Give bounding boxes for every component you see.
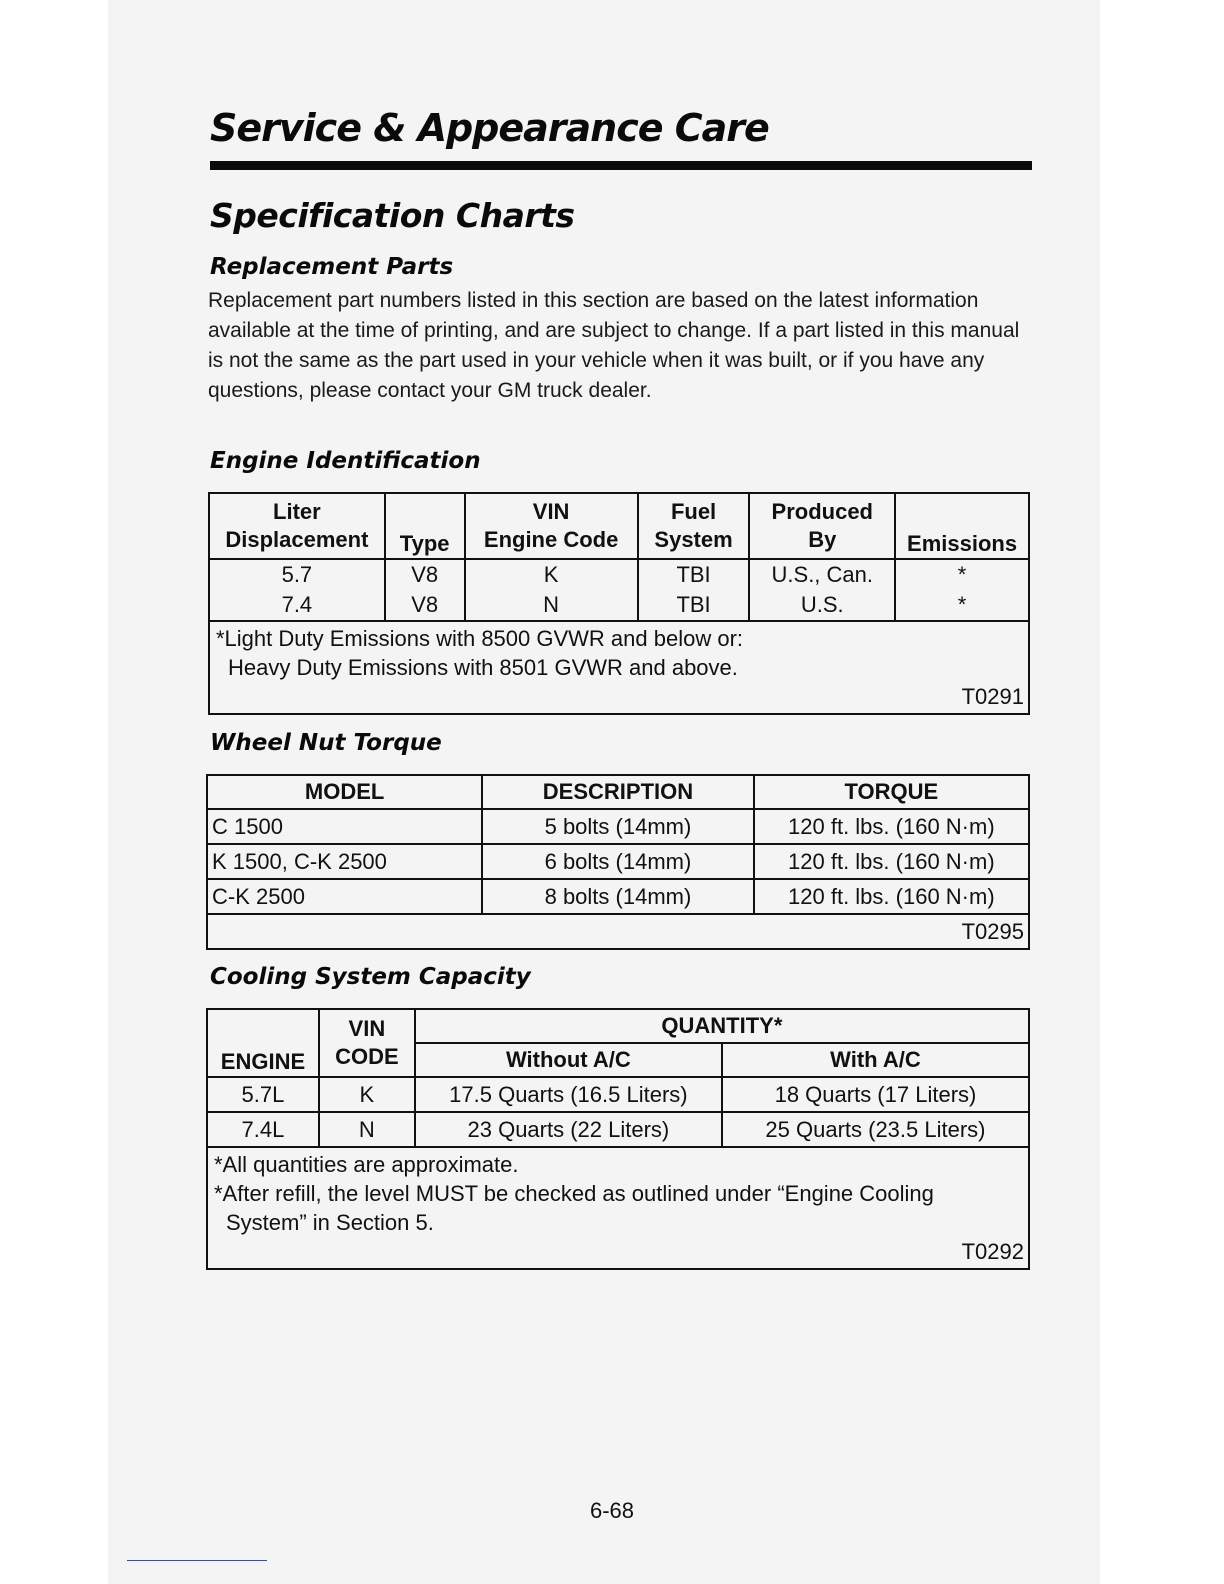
table-cell: V8 [385, 559, 465, 590]
table-note-row [207, 1147, 1029, 1269]
table-cell: 6 bolts (14mm) [482, 844, 754, 879]
engine-identification-heading: Engine Identification [210, 448, 481, 474]
table-cell: TBI [638, 590, 750, 621]
table-cell: K 1500, C-K 2500 [207, 844, 482, 879]
column-header: Produced By [749, 493, 895, 559]
table-cell: 120 ft. lbs. (160 N·m) [754, 844, 1029, 879]
table-cell: 18 Quarts (17 Liters) [722, 1077, 1029, 1112]
table-header-row [207, 1009, 1029, 1043]
engine-identification-table [208, 492, 1030, 715]
table-cell: 5 bolts (14mm) [482, 809, 754, 844]
column-header: With A/C [722, 1043, 1029, 1077]
table-cell: N [465, 590, 638, 621]
table-note: *All quantities are approximate. *After refill, the level MUST be checked as outlined under “Engine Cooling System” in Section 5. T0292 [207, 1147, 1029, 1269]
table-cell: V8 [385, 590, 465, 621]
replacement-parts-text: Replacement part numbers listed in this section are based on the latest information available at the time of printing, and are subject to change. If a part listed in this manual is not the same as the part used in your vehicle when it was built, or if you have any questions, please contact your GM truck dealer. [208, 289, 1020, 402]
table-cell: 120 ft. lbs. (160 N·m) [754, 879, 1029, 914]
cooling-system-table [206, 1008, 1030, 1270]
table-row [207, 844, 1029, 879]
table-header-row [207, 775, 1029, 809]
wheel-nut-torque-heading: Wheel Nut Torque [210, 730, 442, 756]
table-cell: * [895, 559, 1029, 590]
table-cell: K [319, 1077, 415, 1112]
table-code: T0295 [961, 919, 1024, 944]
table-cell: 7.4 [209, 590, 385, 621]
column-header: Liter Displacement [209, 493, 385, 559]
page-title: Specification Charts [210, 196, 575, 235]
table-note-row [207, 914, 1029, 949]
column-header: Emissions [895, 493, 1029, 559]
table-note-row [209, 621, 1029, 714]
column-header: ENGINE [207, 1009, 319, 1077]
table-cell: TBI [638, 559, 750, 590]
cooling-system-heading: Cooling System Capacity [210, 964, 531, 990]
table-code: T0292 [961, 1239, 1024, 1264]
table-cell: C-K 2500 [207, 879, 482, 914]
table-note [207, 914, 1029, 949]
link-underline [127, 1560, 267, 1561]
table-cell: 25 Quarts (23.5 Liters) [722, 1112, 1029, 1147]
page-number: 6-68 [589, 1498, 635, 1523]
table-cell: 17.5 Quarts (16.5 Liters) [415, 1077, 722, 1112]
column-header: Without A/C [415, 1043, 722, 1077]
table-cell: U.S. [749, 590, 895, 621]
column-header: VIN Engine Code [465, 493, 638, 559]
table-row [207, 1077, 1029, 1112]
section-title: Service & Appearance Care [210, 106, 769, 150]
column-header: VIN CODE [319, 1009, 415, 1077]
table-cell: 23 Quarts (22 Liters) [415, 1112, 722, 1147]
table-code: T0291 [961, 684, 1024, 709]
column-header: QUANTITY* [415, 1009, 1029, 1043]
table-cell: C 1500 [207, 809, 482, 844]
replacement-parts-heading: Replacement Parts [210, 254, 454, 280]
column-header: TORQUE [754, 775, 1029, 809]
table-cell: 120 ft. lbs. (160 N·m) [754, 809, 1029, 844]
table-cell: 5.7 [209, 559, 385, 590]
column-header: Fuel System [638, 493, 750, 559]
table-row [209, 590, 1029, 621]
column-header: DESCRIPTION [482, 775, 754, 809]
table-row [207, 1112, 1029, 1147]
table-cell: * [895, 590, 1029, 621]
table-row [207, 879, 1029, 914]
column-header: MODEL [207, 775, 482, 809]
wheel-nut-torque-table [206, 774, 1030, 950]
table-cell: U.S., Can. [749, 559, 895, 590]
table-cell: 5.7L [207, 1077, 319, 1112]
column-header: Type [385, 493, 465, 559]
table-row [209, 559, 1029, 590]
table-header-row [209, 493, 1029, 559]
table-cell: K [465, 559, 638, 590]
title-rule [210, 161, 1032, 170]
table-cell: 8 bolts (14mm) [482, 879, 754, 914]
table-note: *Light Duty Emissions with 8500 GVWR and below or: Heavy Duty Emissions with 8501 GVWR and above. T0291 [209, 621, 1029, 714]
table-cell: N [319, 1112, 415, 1147]
table-row [207, 809, 1029, 844]
table-cell: 7.4L [207, 1112, 319, 1147]
